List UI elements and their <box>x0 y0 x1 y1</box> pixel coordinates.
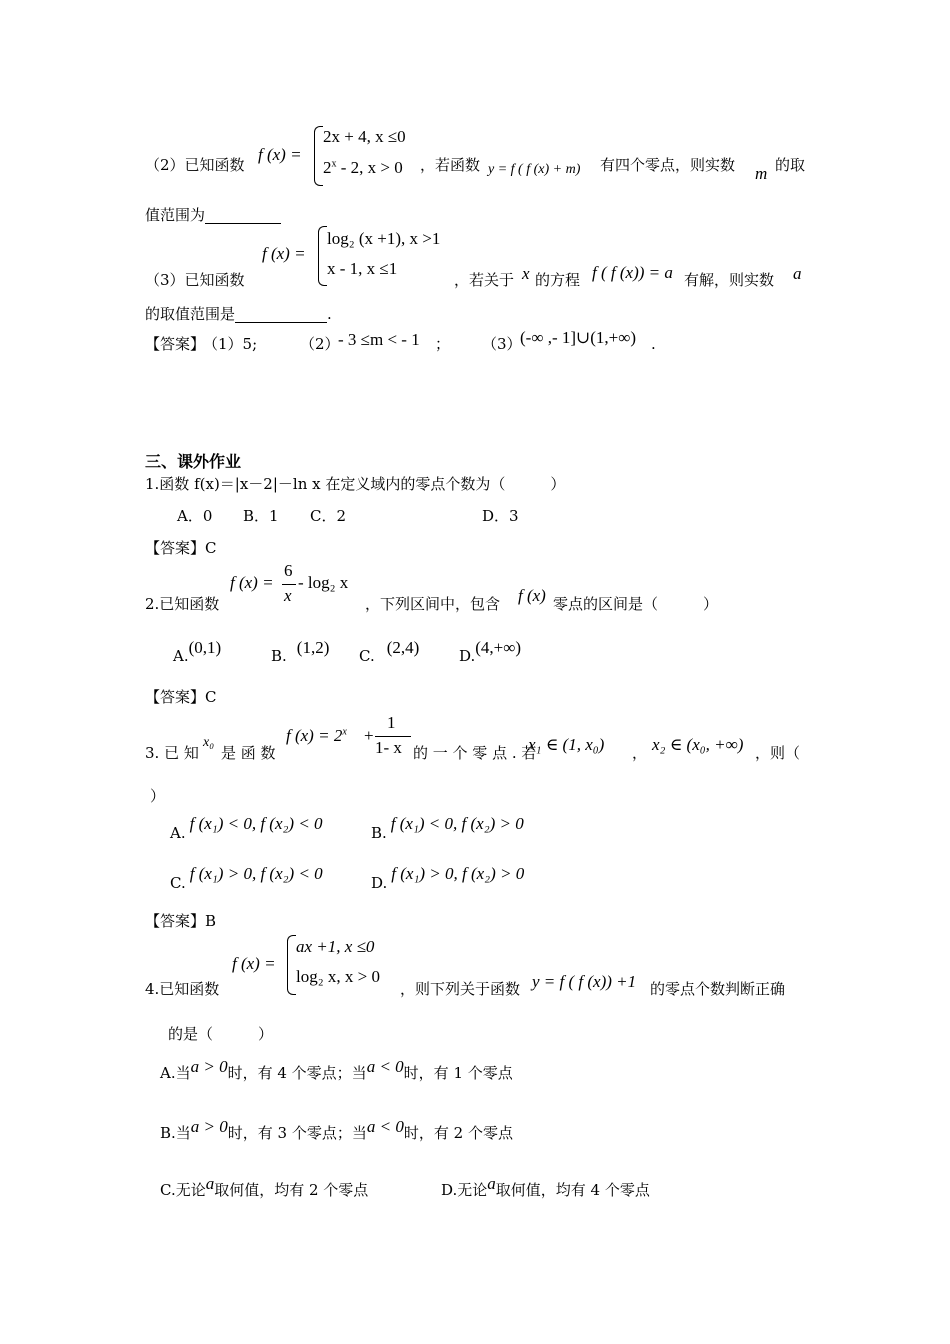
hw4-mid: ，则下列关于函数 <box>400 980 521 998</box>
hw3-option-d: D. f (x₁) > 0, f (x₂) > 0 <box>371 864 525 892</box>
q2-blank <box>205 209 281 224</box>
hw4-tail: 的零点个数判断正确 <box>650 980 786 998</box>
section-title: 三、课外作业 <box>145 452 242 471</box>
q2-label: （2）已知函数 <box>145 156 245 174</box>
hw3-label: 3. 已 知 <box>145 744 199 762</box>
hw4-option-a: A.当a > 0时，有 4 个零点；当a < 0时，有 1 个零点 <box>160 1057 513 1082</box>
hw3-fraction <box>375 713 411 761</box>
hw3-mid2: 的 一 个 零 点 . 若 <box>413 744 537 762</box>
q3-mid2: 的方程 <box>535 271 581 289</box>
hw2-fraction <box>282 561 296 609</box>
hw4-composite: y = f ( f (x)) +1 <box>532 972 637 991</box>
q3-line2: 的取值范围是 . <box>145 305 332 323</box>
hw1-option-d: D．3 <box>482 507 519 525</box>
hw2-rest: - log₂ x <box>298 573 349 592</box>
hw3-x1: x₁ ∈ (1, x₀) <box>528 735 605 754</box>
hw3-x0: x₀ <box>203 735 215 750</box>
hw2-answer: 【答案】C <box>145 688 217 706</box>
hw3-close: ） <box>150 787 166 805</box>
hw3-option-a: A. f (x₁) < 0, f (x₂) < 0 <box>170 814 323 842</box>
q3-case1: log₂ (x +1), x >1 <box>327 229 441 248</box>
q2-case2: 2$^x$ - 2, x > 0 <box>323 158 403 177</box>
hw2-fx2: f (x) <box>518 586 546 605</box>
q2-mid: ，若函数 <box>420 156 481 174</box>
hw3-numerator: 1 <box>387 713 396 732</box>
hw2-fx: f (x) = <box>230 573 274 592</box>
hw2-mid: ，下列区间中，包含 <box>365 595 501 613</box>
q2-line2: 值范围为 <box>145 206 281 224</box>
hw3-mid: 是 函 数 <box>221 744 276 762</box>
answer1-p2: - 3 ≤m < - 1 <box>338 330 420 349</box>
hw1-stem: 1.函数 f(x)＝|x－2|－ln x 在定义域内的零点个数为（ ） <box>145 475 566 493</box>
answer1-p2-end: ； <box>435 335 451 353</box>
hw2-option-b: B. (1,2) <box>271 638 330 665</box>
hw3-option-c: C. f (x₁) > 0, f (x₂) < 0 <box>170 864 323 892</box>
hw4-label: 4.已知函数 <box>145 980 220 998</box>
q3-case2: x - 1, x ≤1 <box>327 259 398 278</box>
hw2-label: 2.已知函数 <box>145 595 220 613</box>
hw3-x2: x₂ ∈ (x₀, +∞) <box>652 735 744 754</box>
hw1-option-b: B．1 <box>243 507 279 525</box>
hw1-option-c: C．2 <box>310 507 347 525</box>
hw3-option-b: B. f (x₁) < 0, f (x₂) > 0 <box>371 814 524 842</box>
q3-var-x: x <box>522 264 530 283</box>
q2-composite: y = f ( f (x) + m) <box>488 162 581 177</box>
q3-fx: f (x) = <box>262 244 306 263</box>
hw4-case1: ax +1, x ≤0 <box>296 937 375 956</box>
q3-blank <box>235 308 327 323</box>
hw2-denominator: x <box>284 586 292 605</box>
hw3-denominator: 1- x <box>375 738 402 757</box>
q2-case1: 2x + 4, x ≤0 <box>323 127 406 146</box>
answer1-p3: (-∞ ,- 1]∪(1,+∞) <box>520 328 637 347</box>
q3-mid: ，若关于 <box>454 271 515 289</box>
hw3-answer: 【答案】B <box>145 912 217 930</box>
hw3-fx: f $(x) = 2^x$ <box>286 726 347 745</box>
hw1-option-a: A．0 <box>177 507 213 525</box>
hw4-option-c: C.无论a取何值，均有 2 个零点 <box>160 1174 369 1199</box>
q3-tail: 有解，则实数 <box>684 271 775 289</box>
q3-equation: f ( f (x)) = a <box>592 263 673 282</box>
q2-tail2: 的取 <box>775 156 806 174</box>
hw2-option-c: C. (2,4) <box>359 638 420 665</box>
hw3-comma: ， <box>632 744 648 762</box>
hw1-answer: 【答案】C <box>145 539 217 557</box>
hw2-option-a: A.(0,1) <box>173 638 222 665</box>
answer1-p3-label: （3） <box>482 335 522 353</box>
answer1-p1: （1）5; <box>203 335 258 353</box>
hw4-option-d: D.无论a取何值，均有 4 个零点 <box>441 1174 650 1199</box>
hw4-case2: log₂ x, x > 0 <box>296 967 380 986</box>
hw4-option-b: B.当a > 0时，有 3 个零点；当a < 0时，有 2 个零点 <box>160 1117 513 1142</box>
answer1-p3-end: . <box>651 335 656 353</box>
hw3-tail: ，则（ <box>755 744 801 762</box>
hw2-numerator: 6 <box>284 561 293 580</box>
answer1-p2-label: （2） <box>300 335 340 353</box>
q3-label: （3）已知函数 <box>145 271 245 289</box>
hw2-tail: 零点的区间是（ ） <box>553 595 719 613</box>
q2-tail: 有四个零点，则实数 <box>600 156 736 174</box>
q3-var-a: a <box>793 264 802 283</box>
hw2-option-d: D.(4,+∞) <box>459 638 522 665</box>
answer1-label: 【答案】 <box>145 335 206 353</box>
hw4-line2: 的是（ ） <box>168 1025 274 1043</box>
hw4-fx: f (x) = <box>232 954 276 973</box>
q2-var-m: m <box>755 164 768 183</box>
q2-fx: f (x) = <box>258 145 302 164</box>
hw3-plus: + <box>364 726 374 745</box>
